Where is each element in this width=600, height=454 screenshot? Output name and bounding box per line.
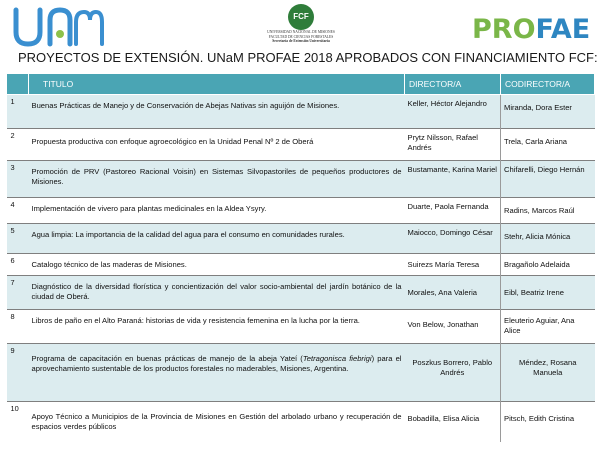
row-number: 2 <box>7 129 29 161</box>
profae-logo <box>472 12 597 46</box>
project-director: Duarte, Paola Fernanda <box>405 198 501 224</box>
project-codirector: Eibl, Beatriz Irene <box>501 276 595 310</box>
fcf-emblem-icon: FCF <box>288 4 314 30</box>
project-codirector: Miranda, Dora Ester <box>501 95 595 129</box>
table-row <box>7 402 595 442</box>
row-number: 4 <box>7 198 29 224</box>
project-codirector: Trela, Carla Ariana <box>501 129 595 161</box>
project-title: Agua limpia: La importancia de la calidad del agua para el consumo en comunidades rurales. <box>29 224 405 254</box>
project-director: Prytz Nilsson, Rafael Andrés <box>405 129 501 161</box>
profae-logo-text: PROFAE <box>472 13 591 45</box>
fcf-logo <box>258 4 344 54</box>
row-number: 5 <box>7 224 29 254</box>
fcf-line-1: UNIVERSIDAD NACIONAL DE MISIONES <box>267 30 335 34</box>
column-header-title: TITULO <box>29 74 405 95</box>
row-number: 9 <box>7 344 29 402</box>
row-number: 1 <box>7 95 29 129</box>
project-director: Poszkus Borrero, Pablo Andrés <box>405 344 501 402</box>
table-row <box>7 254 595 276</box>
project-title: Diagnóstico de la diversidad florística y concientización del valor socio-ambiental del jardín botánico de la ciudad de Oberá. <box>29 276 405 310</box>
column-header-director: DIRECTOR/A <box>405 74 501 95</box>
row-number: 6 <box>7 254 29 276</box>
project-director: Keller, Héctor Alejandro <box>405 95 501 129</box>
project-codirector: Radins, Marcos Raúl <box>501 198 595 224</box>
project-director: Suirezs María Teresa <box>405 254 501 276</box>
project-director: Maiocco, Domingo César <box>405 224 501 254</box>
table-row <box>7 95 595 129</box>
row-number: 3 <box>7 161 29 198</box>
project-title: Libros de paño en el Alto Paraná: historias de vida y resistencia femenina en la lucha por la tierra. <box>29 310 405 344</box>
column-header-number <box>7 74 29 95</box>
row-number: 8 <box>7 310 29 344</box>
project-title: Apoyo Técnico a Municipios de la Provincia de Misiones en Gestión del arbolado urbano y recuperación de espacios verdes públicos <box>29 402 405 442</box>
table-row <box>7 224 595 254</box>
project-title <box>29 344 405 402</box>
row-number: 10 <box>7 402 29 442</box>
project-director: Von Below, Jonathan <box>405 310 501 344</box>
project-title: Propuesta productiva con enfoque agroecológico en la Unidad Penal Nº 2 de Oberá <box>29 129 405 161</box>
project-title: Promoción de PRV (Pastoreo Racional Voisin) en Sistemas Silvopastoriles de pequeños productores de Misiones. <box>29 161 405 198</box>
project-director: Morales, Ana Valeria <box>405 276 501 310</box>
project-title: Buenas Prácticas de Manejo y de Conservación de Abejas Nativas sin aguijón de Misiones. <box>29 95 405 129</box>
project-director: Bustamante, Karina Mariel <box>405 161 501 198</box>
project-codirector: Méndez, Rosana Manuela <box>501 344 595 402</box>
project-codirector: Pitsch, Edith Cristina <box>501 402 595 442</box>
fcf-line-2: FACULTAD DE CIENCIAS FORESTALES <box>268 34 334 39</box>
project-title-text: ) para el aprovechamiento sustentable de los productos forestales no maderables, Misiones, Argentina. <box>31 354 402 373</box>
species-name: Tetragonisca fiebrigi <box>302 354 372 363</box>
project-codirector: Bragañolo Adelaida <box>501 254 595 276</box>
project-title: Implementación de vivero para plantas medicinales en la Aldea Ysyry. <box>29 198 405 224</box>
table-row <box>7 198 595 224</box>
column-header-codirector: CODIRECTOR/A <box>501 74 595 95</box>
table-row <box>7 161 595 198</box>
table-row <box>7 129 595 161</box>
table-row <box>7 310 595 344</box>
table-row <box>7 344 595 402</box>
project-codirector: Chifarelli, Diego Hernán <box>501 161 595 198</box>
project-codirector: Eleuterio Aguiar, Ana Alice <box>501 310 595 344</box>
project-title: Catalogo técnico de las maderas de Misiones. <box>29 254 405 276</box>
projects-table <box>6 73 595 442</box>
page-title: PROYECTOS DE EXTENSIÓN. UNaM PROFAE 2018 APROBADOS CON FINANCIAMIENTO FCF: <box>18 50 598 65</box>
row-number: 7 <box>7 276 29 310</box>
unam-logo <box>10 6 105 50</box>
project-codirector: Stehr, Alicia Mónica <box>501 224 595 254</box>
fcf-line-3: Secretaría de Extensión Universitaria <box>272 39 330 44</box>
project-director: Bobadilla, Elisa Alicia <box>405 402 501 442</box>
unam-logo-icon <box>10 6 105 50</box>
table-row <box>7 276 595 310</box>
table-header-row <box>7 74 595 95</box>
project-title-text: Programa de capacitación en buenas prácticas de manejo de la abeja Yateí ( <box>31 354 303 363</box>
